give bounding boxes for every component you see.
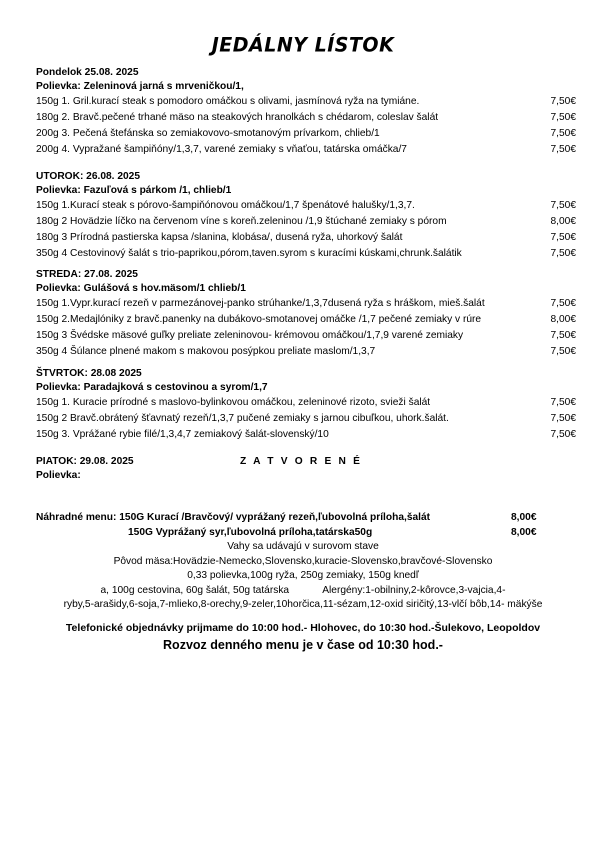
menu-item xyxy=(36,94,576,110)
allergens-note: Alergény:1-obilniny,2-kôrovce,3-vajcia,4- xyxy=(322,584,506,596)
menu-item-price: 8,00€ xyxy=(550,216,576,227)
allergens-note-continued: ryby,5-arašidy,6-soja,7-mlieko,8-orechy,9-zeler,10horčica,11-sézam,12-oxid siričitý,13-vlčí bôb,14- mäkýše xyxy=(63,599,543,610)
portions-note: 0,33 polievka,100g ryža, 250g zemiaky, 150g knedľ xyxy=(187,570,419,581)
menu-item-text: 180g 2. Bravč.pečené trhané mäso na steakových hranolkách s chédarom, coleslav šalát xyxy=(36,112,439,123)
alternative-item-price: 8,00€ xyxy=(511,512,537,523)
menu-item xyxy=(36,110,576,126)
menu-item-text: 200g 4. Vypražané šampiňóny/1,3,7, varené zemiaky s vňaťou, tatárska omáčka/7 xyxy=(36,144,407,155)
menu-item xyxy=(36,411,576,427)
menu-item-price: 7,50€ xyxy=(550,232,576,243)
menu-item xyxy=(36,328,576,344)
menu-item-text: 350g 4 Cestovinový šalát s trio-paprikou,pórom,taven.syrom s kuracími kúskami,chrunk.šalátik xyxy=(36,248,462,259)
menu-item-text: 150g 1. Gril.kurací steak s pomodoro omáčkou s olivami, jasmínová ryža na tymiáne. xyxy=(36,96,420,107)
day-header: UTOROK: 26.08. 2025 xyxy=(36,171,140,182)
day-wednesday xyxy=(36,268,576,360)
page-title: JEDÁLNY LÍSTOK xyxy=(211,33,395,57)
menu-item xyxy=(36,214,576,230)
portions-allergens-line xyxy=(30,584,576,599)
menu-item-text: 180g 2 Hovädzie líčko na červenom víne s koreň.zeleninou /1,9 štúchané zemiaky s pórom xyxy=(36,216,447,227)
day-monday xyxy=(36,66,576,158)
menu-item-price: 7,50€ xyxy=(550,429,576,440)
soup-line: Polievka: Fazuľová s párkom /1, chlieb/1 xyxy=(36,185,232,196)
soup-line: Polievka: xyxy=(36,470,81,481)
menu-item-price: 7,50€ xyxy=(550,346,576,357)
menu-item-price: 7,50€ xyxy=(550,330,576,341)
phone-orders-note: Telefonické objednávky prijmame do 10:00 hod.- Hlohovec, do 10:30 hod.-Šulekovo, Leopoldov xyxy=(65,622,541,634)
menu-item-text: 150g 1.Kurací steak s pórovo-šampiňónovou omáčkou/1,7 špenátové halušky/1,3,7. xyxy=(36,200,415,211)
menu-item-text: 150g 3. Vprážané rybie filé/1,3,4,7 zemiakový šalát-slovenský/10 xyxy=(36,429,329,440)
menu-item-text: 150g 3 Švédske mäsové guľky preliate zeleninovou- krémovou omáčkou/1,7,9 varené zemiaky xyxy=(36,330,464,341)
menu-item-price: 7,50€ xyxy=(550,96,576,107)
soup-line: Polievka: Paradajková s cestovinou a syrom/1,7 xyxy=(36,382,268,393)
menu-item-text: 350g 4 Šúlance plnené makom s makovou posýpkou preliate maslom/1,3,7 xyxy=(36,346,376,357)
alternative-label: Náhradné menu: xyxy=(36,512,117,523)
day-header: Pondelok 25.08. 2025 xyxy=(36,67,139,78)
delivery-note: Rozvoz denného menu je v čase od 10:30 hod.- xyxy=(163,638,443,652)
footer xyxy=(0,620,606,654)
menu-item xyxy=(36,427,576,443)
notes xyxy=(30,540,576,613)
menu-item-price: 7,50€ xyxy=(550,397,576,408)
alternative-item xyxy=(36,525,576,540)
menu-item xyxy=(36,312,576,328)
day-thursday xyxy=(36,367,576,443)
soup-line: Polievka: Gulášová s hov.mäsom/1 chlieb/1 xyxy=(36,283,246,294)
weights-note: Vahy sa udávajú v surovom stave xyxy=(227,541,379,552)
menu-item-price: 7,50€ xyxy=(550,144,576,155)
day-header: PIATOK: 29.08. 2025 xyxy=(36,456,134,467)
menu-item xyxy=(36,230,576,246)
closed-label: Z A T V O R E N É xyxy=(240,456,363,467)
menu-item-price: 8,00€ xyxy=(550,314,576,325)
menu-item-price: 7,50€ xyxy=(550,298,576,309)
menu-item-price: 7,50€ xyxy=(550,200,576,211)
day-header: ŠTVRTOK: 28.08 2025 xyxy=(36,368,142,379)
alternative-item-price: 8,00€ xyxy=(511,527,537,538)
menu-item xyxy=(36,344,576,360)
menu-item-text: 150g 2 Bravč.obrátený šťavnatý rezeň/1,3,7 pučené zemiaky s jarnou cibuľkou, uhork.šalát. xyxy=(36,413,449,424)
alternative-item-text: 150G Kurací /Bravčový/ vyprážaný rezeň,ľubovolná príloha,šalát xyxy=(119,512,431,523)
menu-item-text: 180g 3 Prírodná pastierska kapsa /slanina, klobása/, dusená ryža, uhorkový šalát xyxy=(36,232,403,243)
menu-item-text: 150g 1.Vypr.kurací rezeň v parmezánovej-panko strúhanke/1,3,7dusená ryža s hráškom, mieš.šalát xyxy=(36,298,485,309)
menu-item xyxy=(36,142,576,158)
menu-item-text: 150g 1. Kuracie prírodné s maslovo-bylinkovou omáčkou, zeleninové rizoto, svieži šalát xyxy=(36,397,431,408)
menu-item-price: 7,50€ xyxy=(550,128,576,139)
day-friday xyxy=(36,455,576,483)
alternative-menu xyxy=(36,510,576,540)
alternative-item xyxy=(36,510,576,525)
menu-item xyxy=(36,246,576,262)
soup-line: Polievka: Zeleninová jarná s mrveničkou/1, xyxy=(36,81,244,92)
portions-note-continued: a, 100g cestovina, 60g šalát, 50g tatárska xyxy=(100,584,290,596)
menu-item xyxy=(36,126,576,142)
menu-item-price: 7,50€ xyxy=(550,112,576,123)
menu-item-price: 7,50€ xyxy=(550,248,576,259)
origin-note: Pôvod mäsa:Hovädzie-Nemecko,Slovensko,kuracie-Slovensko,bravčové-Slovensko xyxy=(113,555,493,567)
alternative-item-text: 150G Vyprážaný syr,ľubovolná príloha,tatárska50g xyxy=(128,527,373,538)
menu-item-price: 7,50€ xyxy=(550,413,576,424)
day-tuesday xyxy=(36,170,576,262)
menu-item xyxy=(36,395,576,411)
menu-item xyxy=(36,296,576,312)
menu-item xyxy=(36,198,576,214)
menu-item-text: 150g 2.Medajlóniky z bravč.panenky na dubákovo-smotanovej omáčke /1,7 pečené zemiaky v rúre xyxy=(36,314,482,325)
menu-item-text: 200g 3. Pečená štefánska so zemiakovovo-smotanovým prívarkom, chlieb/1 xyxy=(36,128,380,139)
day-header: STREDA: 27.08. 2025 xyxy=(36,269,138,280)
